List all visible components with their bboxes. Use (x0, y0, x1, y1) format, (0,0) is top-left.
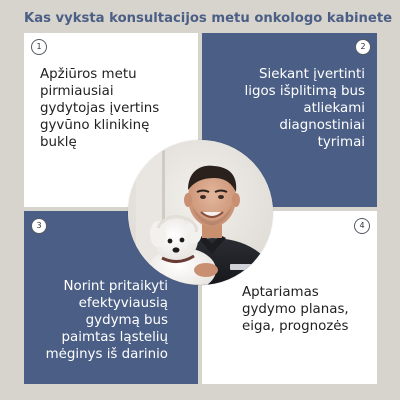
step-text-4 (242, 284, 349, 335)
step-2-line: atliekami (303, 101, 365, 116)
step-text-3 (46, 278, 168, 363)
step-text-1 (40, 66, 159, 151)
step-number-badge-1: 1 (31, 39, 47, 55)
step-4-line: eiga, prognozės (242, 319, 349, 334)
step-2-line: Siekant įvertinti (259, 67, 365, 82)
photo-illustration (128, 140, 273, 285)
step-4-line: Aptariamas (242, 285, 319, 300)
step-number-badge-4: 4 (354, 218, 370, 234)
step-2-line: tyrimai (317, 135, 365, 150)
veterinarian-with-dog-photo (128, 140, 273, 285)
step-3-line: Norint pritaikyti (63, 279, 168, 294)
step-1-line: pirmiausiai (40, 84, 114, 99)
step-3-line: mėginys iš darinio (45, 347, 168, 362)
step-3-line: efektyviausią (78, 296, 168, 311)
step-2-line: diagnostiniai (279, 118, 365, 133)
step-1-line: Apžiūros metu (40, 67, 137, 82)
step-2-line: ligos išplitimą bus (244, 84, 365, 99)
step-1-line: gyvūno klinikinę (40, 118, 150, 133)
step-3-line: gydymą bus (85, 313, 168, 328)
step-text-2 (245, 66, 365, 151)
step-3-line: paimtas ląstelių (61, 330, 168, 345)
step-number-badge-3: 3 (31, 218, 47, 234)
step-1-line: gydytojas įvertins (40, 101, 160, 116)
step-1-line: buklę (40, 135, 77, 150)
page-title: Kas vyksta konsultacijos metu onkologo kabinete (24, 11, 393, 26)
step-number-badge-2: 2 (355, 39, 371, 55)
step-4-line: gydymo planas, (242, 302, 349, 317)
